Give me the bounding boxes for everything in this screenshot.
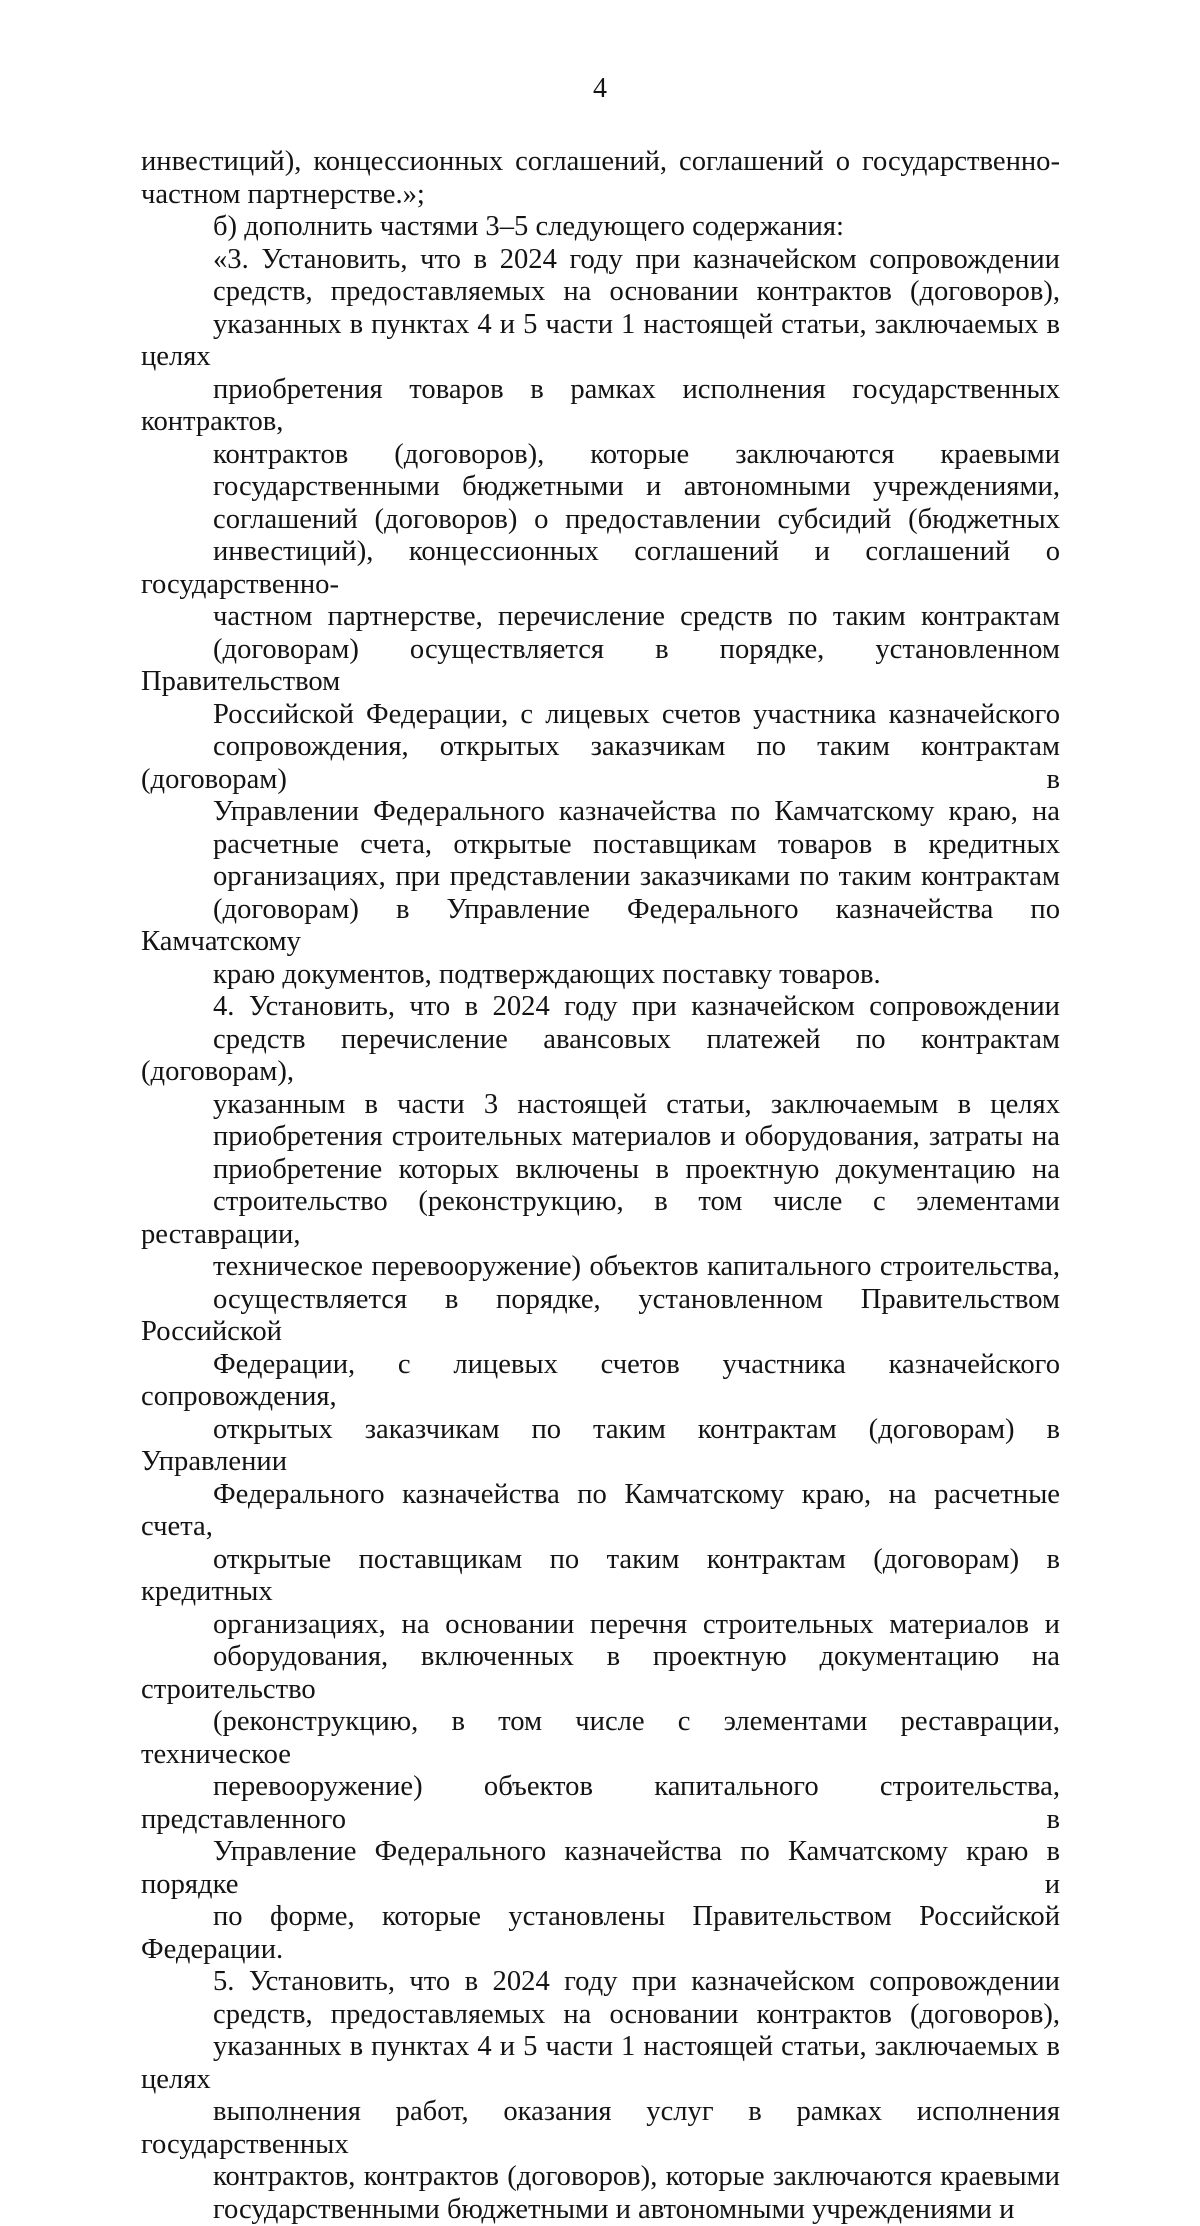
text-line: расчетные счета, открытые поставщикам товаров в кредитных: [141, 829, 1060, 862]
text-line: «3. Установить, что в 2024 году при казначейском сопровождении: [141, 244, 1060, 277]
text-line: (реконструкцию, в том числе с элементами реставрации, техническое: [141, 1706, 1060, 1771]
text-line: частном партнерстве, перечисление средств по таким контрактам: [141, 601, 1060, 634]
text-line: Российской Федерации, с лицевых счетов участника казначейского: [141, 699, 1060, 732]
text-line: оборудования, включенных в проектную документацию на строительство: [141, 1641, 1060, 1706]
text-line: Федерации, с лицевых счетов участника казначейского сопровождения,: [141, 1349, 1060, 1414]
text-line: строительство (реконструкцию, в том числе с элементами реставрации,: [141, 1186, 1060, 1251]
text-line: Управление Федерального казначейства по Камчатскому краю в порядке и: [141, 1836, 1060, 1901]
text-line: Федерального казначейства по Камчатскому краю, на расчетные счета,: [141, 1479, 1060, 1544]
paragraph-part-4: [141, 991, 1060, 1966]
text-line: контрактов, контрактов (договоров), которые заключаются краевыми: [141, 2161, 1060, 2194]
text-line: организациях, на основании перечня строительных материалов и: [141, 1609, 1060, 1642]
text-line: открытые поставщикам по таким контрактам (договорам) в кредитных: [141, 1544, 1060, 1609]
text-line: выполнения работ, оказания услуг в рамках исполнения государственных: [141, 2096, 1060, 2161]
text-line: техническое перевооружение) объектов капитального строительства,: [141, 1251, 1060, 1284]
text-line: Управлении Федерального казначейства по Камчатскому краю, на: [141, 796, 1060, 829]
paragraph-item-b: [141, 211, 1060, 244]
text-line: краю документов, подтверждающих поставку товаров.: [141, 959, 1060, 992]
page-number: 4: [0, 72, 1200, 106]
text-line: приобретения товаров в рамках исполнения государственных контрактов,: [141, 374, 1060, 439]
text-line: инвестиций), концессионных соглашений и соглашений о государственно-: [141, 536, 1060, 601]
text-line: организациях, при представлении заказчиками по таким контрактам: [141, 861, 1060, 894]
document-body: [141, 146, 1060, 2226]
text-line: сопровождения, открытых заказчикам по таким контрактам (договорам) в: [141, 731, 1060, 796]
text-line: средств, предоставляемых на основании контрактов (договоров),: [141, 276, 1060, 309]
text-line: открытых заказчикам по таким контрактам (договорам) в Управлении: [141, 1414, 1060, 1479]
paragraph-part-3: [141, 244, 1060, 992]
text-line: средств, предоставляемых на основании контрактов (договоров),: [141, 1999, 1060, 2032]
paragraph-continuation: [141, 146, 1060, 211]
text-line: указанным в части 3 настоящей статьи, заключаемым в целях: [141, 1089, 1060, 1122]
text-line: частном партнерстве.»;: [141, 179, 1060, 212]
text-line: указанных в пунктах 4 и 5 части 1 настоящей статьи, заключаемых в целях: [141, 309, 1060, 374]
text-line: контрактов (договоров), которые заключаются краевыми: [141, 439, 1060, 472]
text-line: соглашений (договоров) о предоставлении субсидий (бюджетных: [141, 504, 1060, 537]
text-line: инвестиций), концессионных соглашений, соглашений о государственно-: [141, 146, 1060, 179]
text-line: 4. Установить, что в 2024 году при казначейском сопровождении: [141, 991, 1060, 1024]
paragraph-part-5: [141, 1966, 1060, 2226]
text-line: (договорам) в Управление Федерального казначейства по Камчатскому: [141, 894, 1060, 959]
text-line: по форме, которые установлены Правительством Российской Федерации.: [141, 1901, 1060, 1966]
text-line: государственными бюджетными и автономными учреждениями,: [141, 471, 1060, 504]
text-line: (договорам) осуществляется в порядке, установленном Правительством: [141, 634, 1060, 699]
text-line: средств перечисление авансовых платежей по контрактам (договорам),: [141, 1024, 1060, 1089]
text-line: 5. Установить, что в 2024 году при казначейском сопровождении: [141, 1966, 1060, 1999]
text-line: приобретения строительных материалов и оборудования, затраты на: [141, 1121, 1060, 1154]
text-line: приобретение которых включены в проектную документацию на: [141, 1154, 1060, 1187]
text-line: государственными бюджетными и автономными учреждениями и: [141, 2194, 1060, 2226]
text-line: осуществляется в порядке, установленном Правительством Российской: [141, 1284, 1060, 1349]
text-line: указанных в пунктах 4 и 5 части 1 настоящей статьи, заключаемых в целях: [141, 2031, 1060, 2096]
text-line: перевооружение) объектов капитального строительства, представленного в: [141, 1771, 1060, 1836]
text-line: б) дополнить частями 3–5 следующего содержания:: [141, 211, 1060, 244]
